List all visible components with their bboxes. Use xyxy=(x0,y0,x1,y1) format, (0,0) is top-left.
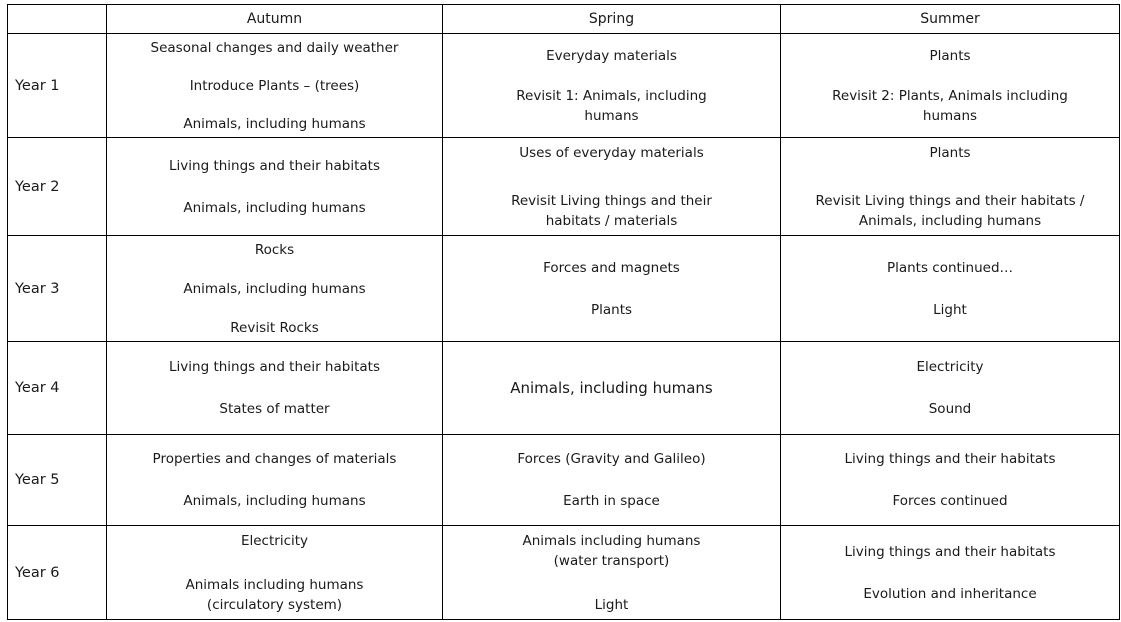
spring-cell xyxy=(443,526,781,620)
autumn-cell xyxy=(107,236,443,342)
topic: Electricity xyxy=(916,359,984,375)
topic: Animals, including humans xyxy=(183,115,366,132)
topic: Sound xyxy=(928,401,972,417)
topic: Introduce Plants – (trees) xyxy=(189,77,360,94)
autumn-cell xyxy=(107,435,443,526)
table-row xyxy=(8,526,1120,620)
autumn-cell xyxy=(107,526,443,620)
autumn-cell xyxy=(107,342,443,435)
topic: Living things and their habitats xyxy=(844,451,1056,467)
year-label: Year 4 xyxy=(8,342,107,435)
topic: Living things and their habitats xyxy=(169,157,380,174)
year-label: Year 1 xyxy=(8,34,107,138)
topic: Animals, including humans xyxy=(510,379,713,397)
summer-cell xyxy=(781,435,1120,526)
topic: Rocks xyxy=(254,241,295,258)
topic: Revisit Living things and their habitats / Animals, including humans xyxy=(815,192,1085,229)
table-row xyxy=(8,342,1120,435)
topic: States of matter xyxy=(219,401,330,417)
summer-cell xyxy=(781,236,1120,342)
topic: Revisit Rocks xyxy=(230,319,319,336)
topic: Forces (Gravity and Galileo) xyxy=(517,451,706,467)
year-label: Year 6 xyxy=(8,526,107,620)
autumn-cell xyxy=(107,138,443,236)
summer-cell xyxy=(781,138,1120,236)
topic: Light xyxy=(933,301,967,318)
table-row xyxy=(8,138,1120,236)
topic: Living things and their habitats xyxy=(844,543,1056,560)
autumn-cell xyxy=(107,34,443,138)
header-corner xyxy=(8,5,107,34)
topic: Plants xyxy=(590,301,633,318)
topic: Seasonal changes and daily weather xyxy=(150,39,399,56)
year-label: Year 2 xyxy=(8,138,107,236)
table-row xyxy=(8,236,1120,342)
topic: Evolution and inheritance xyxy=(863,585,1037,602)
topic: Animals, including humans xyxy=(183,199,366,216)
topic: Forces and magnets xyxy=(543,259,680,276)
curriculum-table xyxy=(7,4,1120,620)
topic: Electricity xyxy=(240,532,309,549)
spring-cell xyxy=(443,435,781,526)
topic: Plants continued… xyxy=(886,259,1014,276)
header-autumn: Autumn xyxy=(107,5,443,34)
topic: Revisit 1: Animals, including humans xyxy=(516,87,707,124)
header-row xyxy=(8,5,1120,34)
topic: Everyday materials xyxy=(546,47,677,64)
topic: Light xyxy=(594,596,629,613)
topic: Earth in space xyxy=(563,493,660,509)
summer-cell xyxy=(781,34,1120,138)
topic: Forces continued xyxy=(892,493,1008,509)
topic: Animals including humans (circulatory system) xyxy=(185,576,364,613)
topic: Revisit 2: Plants, Animals including humans xyxy=(832,87,1068,124)
year-label: Year 3 xyxy=(8,236,107,342)
topic: Revisit Living things and their habitats / materials xyxy=(511,192,712,229)
header-summer: Summer xyxy=(781,5,1120,34)
summer-cell xyxy=(781,526,1120,620)
summer-cell xyxy=(781,342,1120,435)
topic: Plants xyxy=(929,47,971,64)
topic: Animals including humans (water transport) xyxy=(522,532,701,569)
topic: Animals, including humans xyxy=(183,493,366,509)
topic: Plants xyxy=(929,144,971,161)
header-spring: Spring xyxy=(443,5,781,34)
spring-cell xyxy=(443,34,781,138)
spring-cell xyxy=(443,342,781,435)
topic: Properties and changes of materials xyxy=(152,451,397,467)
topic: Uses of everyday materials xyxy=(519,144,704,161)
table-row xyxy=(8,34,1120,138)
table-row xyxy=(8,435,1120,526)
topic: Animals, including humans xyxy=(183,280,366,297)
spring-cell xyxy=(443,236,781,342)
spring-cell xyxy=(443,138,781,236)
year-label: Year 5 xyxy=(8,435,107,526)
topic: Living things and their habitats xyxy=(169,359,380,375)
